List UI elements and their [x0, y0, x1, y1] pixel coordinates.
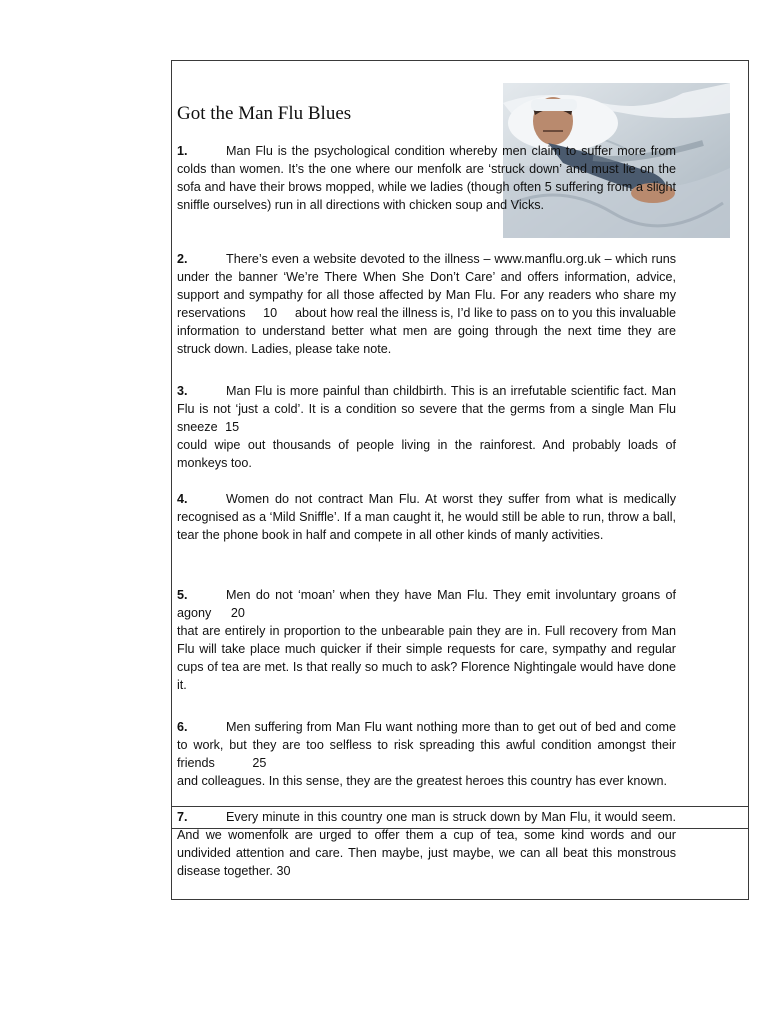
paragraph-7	[177, 808, 676, 880]
line-number-marker: 25	[252, 756, 267, 770]
paragraph-text: that are entirely in proportion to the unbearable pain they are in. Full recovery from Man Flu will take place much quicker if their simple requests for care, sympathy and regular cups of tea are met. Is that really so much to ask? Florence Nightingale would have done it.	[177, 624, 676, 692]
paragraph-text: Man Flu is more painful than childbirth. This is an irrefutable scientific fact. Man Flu is not ‘just a cold’. It is a condition so severe that the germs from a single Man Flu sneeze	[177, 384, 676, 434]
paragraph-number: 1.	[177, 144, 188, 158]
paragraph-number: 5.	[177, 588, 188, 602]
paragraph-4	[177, 490, 676, 544]
paragraph-5	[177, 586, 676, 694]
paragraph-text: Women do not contract Man Flu. At worst they suffer from what is medically recognised as a ‘Mild Sniffle’. If a man caught it, he would still be able to run, throw a ball, tear the phone book in half and compete in all other kinds of manly activities.	[177, 492, 676, 542]
paragraph-1	[177, 142, 676, 214]
paragraph-2	[177, 250, 676, 358]
paragraph-text: Men suffering from Man Flu want nothing more than to get out of bed and come to work, but they are too selfless to risk spreading this awful condition amongst their friends	[177, 720, 676, 770]
article-title: Got the Man Flu Blues	[177, 103, 352, 124]
paragraph-text: There’s even a website devoted to the illness – www.manflu.org.uk – which runs under the banner ‘We’re There When She Don’t Care’ and offers information, advice, support and sympathy for all those affected by Man Flu. For any readers who share my reservations	[177, 252, 676, 320]
paragraph-text: Men do not ‘moan’ when they have Man Flu. They emit involuntary groans of agony	[177, 588, 676, 620]
paragraph-number: 7.	[177, 810, 188, 824]
paragraph-text: and colleagues. In this sense, they are the greatest heroes this country has ever known.	[177, 774, 668, 788]
paragraph-text: about how real the illness is, I’d like to pass on to you this invaluable information to understand better what men are going through the next time they are struck down. Ladies, please take note.	[177, 306, 676, 356]
paragraph-text: could wipe out thousands of people living in the rainforest. And probably loads of monkeys too.	[177, 438, 676, 470]
paragraph-text: Man Flu is the psychological condition whereby men claim to suffer more from colds than women. It’s the one where our menfolk are ‘struck down’ and must lie on the sofa and have their brows mopped, while we ladies (though often 5 suffering from a slight sniffle ourselves) run in all directions with chicken soup and Vicks.	[177, 144, 676, 212]
paragraph-3	[177, 382, 676, 472]
line-number-marker: 10	[263, 306, 278, 320]
paragraph-number: 3.	[177, 384, 188, 398]
paragraph-number: 6.	[177, 720, 188, 734]
paragraph-6	[177, 718, 676, 790]
line-number-marker: 15	[225, 420, 240, 434]
paragraph-number: 2.	[177, 252, 188, 266]
line-number-marker: 20	[230, 606, 245, 620]
paragraph-text: Every minute in this country one man is struck down by Man Flu, it would seem. And we womenfolk are urged to offer them a cup of tea, some kind words and our undivided attention and care. Then maybe, just maybe, we can all beat this monstrous disease together.	[177, 810, 676, 878]
line-number-marker: 30	[276, 864, 291, 878]
paragraph-number: 4.	[177, 492, 188, 506]
